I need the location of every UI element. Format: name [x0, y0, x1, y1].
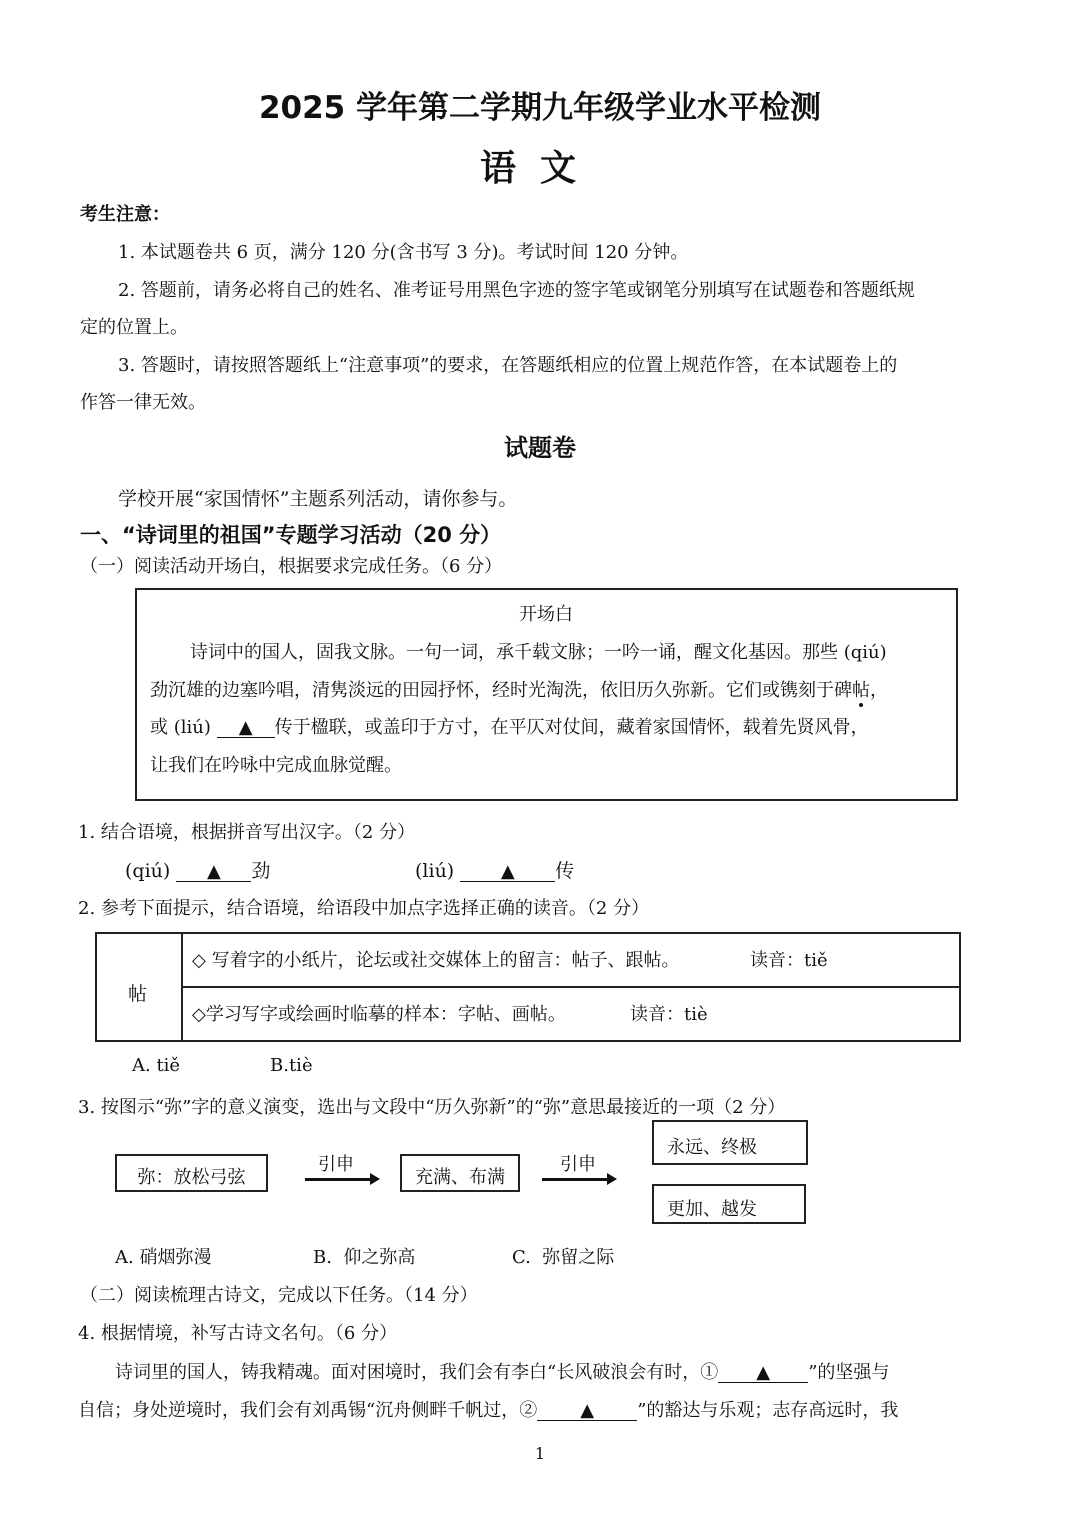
notice-item-3-line1: 3. 答题时，请按照答题纸上“注意事项”的要求，在答题纸相应的位置上规范作答，在本试题卷上的 [118, 355, 898, 376]
q2-table-row-divider [181, 986, 961, 988]
q2-option-a: A. tiě [132, 1055, 181, 1076]
q3-node-4-label: 更加、越发 [667, 1199, 757, 1220]
opening-heading: 开场白 [519, 604, 573, 625]
q3-option-a: A. 硝烟弥漫 [115, 1247, 212, 1268]
notice-item-2-line2: 定的位置上。 [80, 317, 188, 338]
answer-blank-triangle: ▲ [500, 861, 515, 882]
q1-stem: 1. 结合语境，根据拼音写出汉字。（2 分） [78, 822, 416, 843]
section-title: 试题卷 [504, 434, 576, 462]
q2-option-b: B.tiè [270, 1055, 313, 1076]
answer-blank-triangle: ▲ [206, 861, 221, 882]
intro-text: 学校开展“家国情怀”主题系列活动，请你参与。 [118, 488, 518, 510]
q3-node-2-label: 充满、布满 [415, 1167, 505, 1188]
subject-title: 语文 [479, 148, 600, 189]
dotted-char-tie: 帖 [852, 680, 870, 701]
part1-title: 一、“诗词里的祖国”专题学习活动（20 分） [80, 523, 502, 547]
q1-answer-a: (qiú) ▲ 劲 [125, 860, 271, 882]
answer-blank-triangle: ▲ [580, 1400, 595, 1421]
q2-char: 帖 [128, 983, 148, 1005]
notice-heading: 考生注意： [80, 204, 170, 225]
q3-option-b: B. 仰之弥高 [313, 1247, 416, 1268]
notice-item-2-line1: 2. 答题前，请务必将自己的姓名、准考证号用黑色字迹的签字笔或钢笔分别填写在试题卷和答题纸规 [118, 280, 915, 301]
q3-arrow-1-label: 引申 [318, 1154, 354, 1175]
q3-stem: 3. 按图示“弥”字的意义演变，选出与文段中“历久弥新”的“弥”意思最接近的一项（2 分） [78, 1097, 786, 1118]
exam-title: 2025 学年第二学期九年级学业水平检测 [258, 90, 822, 126]
opening-line-4: 让我们在吟咏中完成血脉觉醒。 [150, 755, 402, 776]
q2-row-2-meaning: ◇学习写字或绘画时临摹的样本：字帖、画帖。 [192, 1004, 566, 1025]
q2-row-2-reading: 读音：tiè [630, 1004, 708, 1025]
arrow-right-icon [370, 1173, 380, 1185]
q3-arrow-2 [542, 1178, 608, 1181]
opening-line-2: 劲沉雄的边塞吟唱，清隽淡远的田园抒怀，经时光淘洗，依旧历久弥新。它们或镌刻于碑帖， [150, 680, 888, 701]
arrow-right-icon [607, 1173, 617, 1185]
answer-blank-triangle: ▲ [238, 717, 253, 738]
sub2-title: （二）阅读梳理古诗文，完成以下任务。（14 分） [80, 1285, 478, 1306]
answer-blank-triangle: ▲ [756, 1362, 771, 1383]
q4-line-2: 自信；身处逆境时，我们会有刘禹锡“沉舟侧畔千帆过，② ▲ ”的豁达与乐观；志存高远时，我 [78, 1400, 899, 1421]
q3-arrow-2-label: 引申 [560, 1154, 596, 1175]
q1-answer-b: (liú) ▲ 传 [415, 860, 575, 882]
q4-line-1: 诗词里的国人，铸我精魂。面对困境时，我们会有李白“长风破浪会有时，① ▲ ”的坚强与 [115, 1362, 890, 1383]
q2-row-1-meaning: ◇ 写着字的小纸片，论坛或社交媒体上的留言：帖子、跟帖。 [192, 950, 680, 971]
opening-line-3: 或 (liú) ▲ 传于楹联，或盖印于方寸，在平仄对仗间，藏着家国情怀，载着先贤风骨， [150, 717, 869, 738]
notice-item-1: 1. 本试题卷共 6 页，满分 120 分(含书写 3 分)。考试时间 120 分钟。 [118, 242, 689, 263]
q3-arrow-1 [305, 1178, 371, 1181]
q2-stem: 2. 参考下面提示，结合语境，给语段中加点字选择正确的读音。（2 分） [78, 898, 650, 919]
q3-node-3-label: 永远、终极 [667, 1137, 757, 1158]
sub1-title: （一）阅读活动开场白，根据要求完成任务。（6 分） [80, 556, 503, 577]
q2-row-1-reading: 读音：tiě [750, 950, 828, 971]
opening-line-1: 诗词中的国人，固我文脉。一句一词，承千载文脉；一吟一诵，醒文化基因。那些 (qiú) [190, 642, 887, 663]
q3-node-origin-label: 弥：放松弓弦 [137, 1167, 246, 1188]
q4-stem: 4. 根据情境，补写古诗文名句。（6 分） [78, 1323, 398, 1344]
q3-option-c: C. 弥留之际 [512, 1247, 615, 1268]
notice-item-3-line2: 作答一律无效。 [80, 392, 206, 413]
page-number: 1 [534, 1444, 546, 1463]
